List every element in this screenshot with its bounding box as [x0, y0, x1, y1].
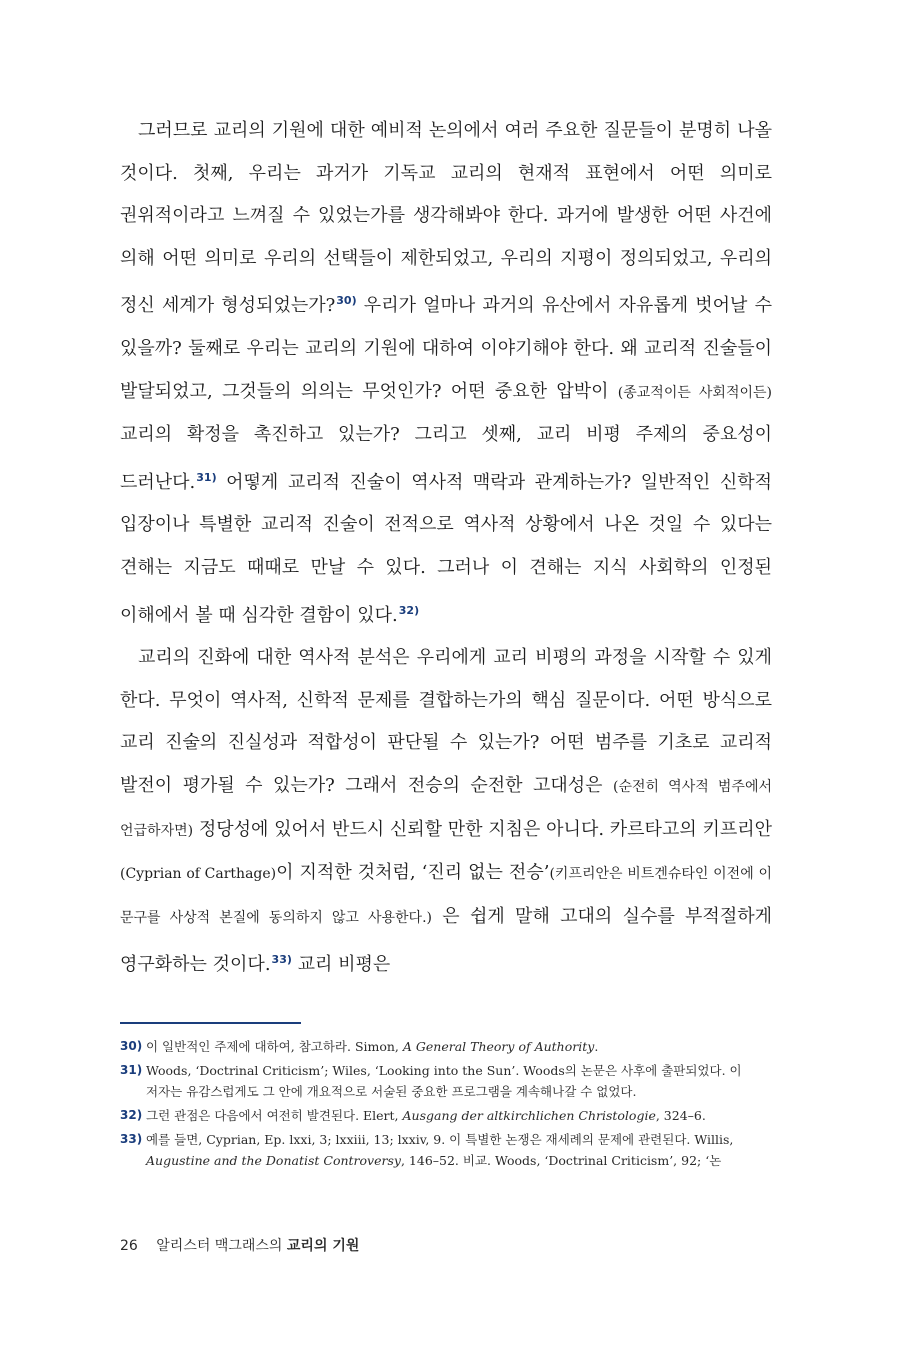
footnote-number: 30): [120, 1039, 143, 1053]
footnote-ref-30[interactable]: 30): [336, 294, 357, 308]
running-title: 교리의 기원: [286, 1238, 360, 1254]
footnote-ref-31[interactable]: 31): [196, 470, 217, 484]
page-number: 26: [120, 1238, 138, 1254]
footnote-30: 30) 이 일반적인 주제에 대하여, 참고하라. Simon, A General Theory of Authority.: [120, 1036, 772, 1057]
footnote-divider: [120, 1022, 301, 1024]
paragraph-1: 그러므로 교리의 기원에 대한 예비적 논의에서 여러 주요한 질문들이 분명히 나올 것이다. 첫째, 우리는 과거가 기독교 교리의 현재적 표현에서 어떤 의미로 권위적이라고 느껴질 수 있었는가를 생각해봐야 한다. 과거에 발생한 어떤 사건에 의해 어떤 의미로 우리의 선택들이 제한되었고, 우리의 지평이 정의되었고, 우리의 정신 세계가 형성되었는가?$^{30)}$ 우리가 얼마나 과거의 유산에서 자유롭게 벗어날 수 있을까? 둘째로 우리는 교리의 기원에 대하여 이야기해야 한다. 왜 교리적 진술들이 발달되었고, 그것들의 의의는 무엇인가? 어떤 중요한 압박이 (종교적이든 사회적이든) 교리의 확정을 촉진하고 있는가? 그리고 셋째, 교리 비평 주제의 중요성이 드러난다.$^{31)}$ 어떻게 교리적 진술이 역사적 맥락과 관계하는가? 일반적인 신학적 입장이나 특별한 교리적 진술이 전적으로 역사적 상황에서 나온 것일 수 있다는 견해는 지금도 때때로 만날 수 있다. 그러나 이 견해는 지식 사회학의 인정된 이해에서 볼 때 심각한 결함이 있다.$^{32)}$: [120, 120, 772, 626]
footnote-number: 32): [120, 1108, 143, 1122]
footnote-33: 33) 예를 들면, Cyprian, Ep. lxxi, 3; lxxiii, 13; lxxiv, 9. 이 특별한 논쟁은 재세례의 문제에 관련된다. Willis, Augustine and the Donatist Controversy, 146–52. 비교. Woods, ‘Doctrinal Criticism’, 92; ‘논: [120, 1129, 772, 1171]
footnote-31: 31) Woods, ‘Doctrinal Criticism’; Wiles, ‘Looking into the Sun’. Woods의 논문은 사후에 출판되었다. 이 저자는 유감스럽게도 그 안에 개요적으로 서술된 중요한 프로그램을 계속해나갈 수 없었다.: [120, 1060, 772, 1102]
body-text: [120, 110, 772, 987]
footnote-number: 31): [120, 1063, 143, 1077]
paragraph-2: 교리의 진화에 대한 역사적 분석은 우리에게 교리 비평의 과정을 시작할 수 있게 한다. 무엇이 역사적, 신학적 문제를 결합하는가의 핵심 질문이다. 어떤 방식으로 교리 진술의 진실성과 적합성이 판단될 수 있는가? 어떤 범주를 기초로 교리적 발전이 평가될 수 있는가? 그래서 전승의 순전한 고대성은 (순전히 역사적 범주에서 언급하자면) 정당성에 있어서 반드시 신뢰할 만한 지침은 아니다. 카르타고의 키프리안(Cyprian of Carthage)이 지적한 것처럼, ‘진리 없는 전승’(키프리안은 비트겐슈타인 이전에 이 문구를 사상적 본질에 동의하지 않고 사용한다.) 은 쉽게 말해 고대의 실수를 부적절하게 영구화하는 것이다.$^{33)}$ 교리 비평은: [120, 647, 772, 976]
footnote-ref-32[interactable]: 32): [398, 603, 420, 617]
footnotes: [120, 1036, 772, 1174]
page-footer: [120, 1235, 359, 1255]
footnote-32: 32) 그런 관점은 다음에서 여전히 발견된다. Elert, Ausgang der altkirchlichen Christologie, 324–6.: [120, 1105, 772, 1126]
footnote-ref-33[interactable]: 33): [271, 953, 292, 967]
running-author: 알리스터 맥그래스의: [156, 1238, 283, 1254]
footnote-number: 33): [120, 1132, 143, 1146]
